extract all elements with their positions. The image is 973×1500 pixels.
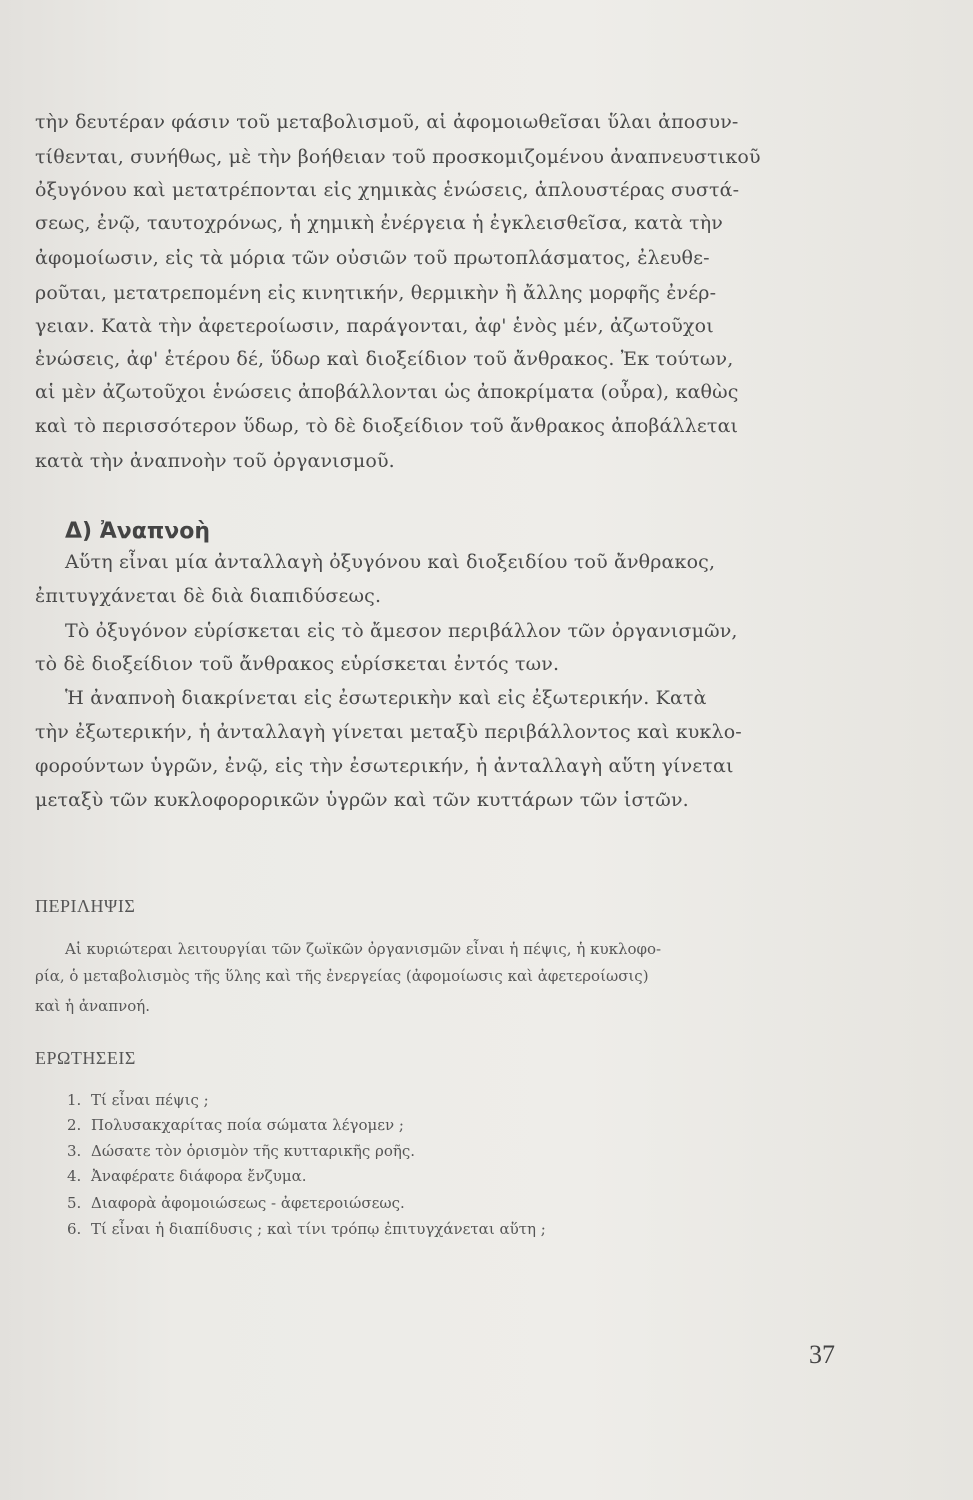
section-heading-respiration: Δ) Ἀναπνοὴ: [65, 519, 211, 544]
text-line: ἑνώσεις, ἀφ' ἑτέρου δέ, ὕδωρ καὶ διοξείδιον τοῦ ἄνθρακος. Ἐκ τούτων,: [35, 348, 734, 370]
text-line: Αἱ κυριώτεραι λειτουργίαι τῶν ζωϊκῶν ὀργανισμῶν εἶναι ἡ πέψις, ἡ κυκλοφο-: [65, 940, 662, 958]
text-line: Ἡ ἀναπνοὴ διακρίνεται εἰς ἐσωτερικὴν καὶ εἰς ἐξωτερικήν. Κατὰ: [65, 687, 707, 709]
question-item: [67, 1166, 307, 1186]
question-number: 6.: [67, 1220, 82, 1238]
text-line: Αὕτη εἶναι μία ἀνταλλαγὴ ὀξυγόνου καὶ διοξειδίου τοῦ ἄνθρακος,: [65, 551, 716, 573]
text-line: αἱ μὲν ἀζωτοῦχοι ἑνώσεις ἀποβάλλονται ὡς ἀποκρίματα (οὖρα), καθὼς: [35, 381, 739, 403]
text-line: τὸ δὲ διοξείδιον τοῦ ἄνθρακος εὑρίσκεται ἐντός των.: [35, 653, 560, 675]
summary-title: ΠΕΡΙΛΗΨΙΣ: [35, 896, 136, 916]
text-line: τὴν ἐξωτερικήν, ἡ ἀνταλλαγὴ γίνεται μεταξὺ περιβάλλοντος καὶ κυκλο-: [35, 721, 742, 743]
question-item: [67, 1219, 546, 1239]
text-line: ρία, ὁ μεταβολισμὸς τῆς ὕλης καὶ τῆς ἐνεργείας (ἀφομοίωσις καὶ ἀφετεροίωσις): [35, 967, 649, 985]
question-item: [67, 1115, 404, 1135]
text-line: καὶ ἡ ἀναπνοή.: [35, 997, 151, 1015]
text-line: φορούντων ὑγρῶν, ἐνῷ, εἰς τὴν ἐσωτερικήν, ἡ ἀνταλλαγὴ αὕτη γίνεται: [35, 755, 734, 777]
question-number: 5.: [67, 1194, 82, 1212]
question-number: 4.: [67, 1167, 82, 1185]
question-item: [67, 1090, 209, 1110]
question-text: Ἀναφέρατε διάφορα ἔνζυμα.: [91, 1167, 307, 1185]
text-line: Τὸ ὀξυγόνον εὑρίσκεται εἰς τὸ ἄμεσον περιβάλλον τῶν ὀργανισμῶν,: [65, 620, 738, 642]
question-number: 1.: [67, 1091, 82, 1109]
text-line: μεταξὺ τῶν κυκλοφορορικῶν ὑγρῶν καὶ τῶν κυττάρων τῶν ἱστῶν.: [35, 789, 689, 811]
text-line: ἀφομοίωσιν, εἰς τὰ μόρια τῶν οὐσιῶν τοῦ πρωτοπλάσματος, ἐλευθε-: [35, 247, 710, 269]
question-item: [67, 1141, 415, 1161]
question-text: Διαφορὰ ἀφομοιώσεως - ἀφετεροιώσεως.: [91, 1194, 405, 1212]
text-line: τὴν δευτέραν φάσιν τοῦ μεταβολισμοῦ, αἱ ἀφομοιωθεῖσαι ὕλαι ἀποσυν-: [35, 111, 739, 133]
question-text: Δώσατε τὸν ὁρισμὸν τῆς κυτταρικῆς ροῆς.: [91, 1142, 416, 1160]
text-line: τίθενται, συνήθως, μὲ τὴν βοήθειαν τοῦ προσκομιζομένου ἀναπνευστικοῦ: [35, 146, 761, 168]
question-item: [67, 1193, 405, 1213]
question-text: Τί εἶναι ἡ διαπίδυσις ; καὶ τίνι τρόπῳ ἐπιτυγχάνεται αὕτη ;: [91, 1220, 546, 1238]
text-line: ἐπιτυγχάνεται δὲ διὰ διαπιδύσεως.: [35, 585, 382, 607]
text-line: καὶ τὸ περισσότερον ὕδωρ, τὸ δὲ διοξείδιον τοῦ ἄνθρακος ἀποβάλλεται: [35, 415, 739, 437]
text-line: ὀξυγόνου καὶ μετατρέπονται εἰς χημικὰς ἑνώσεις, ἁπλουστέρας συστά-: [35, 179, 740, 201]
text-line: κατὰ τὴν ἀναπνοὴν τοῦ ὀργανισμοῦ.: [35, 450, 395, 472]
text-line: γειαν. Κατὰ τὴν ἀφετεροίωσιν, παράγονται, ἀφ' ἑνὸς μέν, ἀζωτοῦχοι: [35, 315, 714, 337]
page-number: 37: [809, 1340, 835, 1369]
question-text: Τί εἶναι πέψις ;: [91, 1091, 209, 1109]
question-text: Πολυσακχαρίτας ποία σώματα λέγομεν ;: [91, 1116, 404, 1134]
questions-title: ΕΡΩΤΗΣΕΙΣ: [35, 1048, 136, 1068]
text-line: ροῦται, μετατρεπομένη εἰς κινητικήν, θερμικὴν ἢ ἄλλης μορφῆς ἐνέρ-: [35, 282, 717, 304]
text-line: σεως, ἐνῷ, ταυτοχρόνως, ἡ χημικὴ ἐνέργεια ἡ ἐγκλεισθεῖσα, κατὰ τὴν: [35, 212, 723, 234]
question-number: 2.: [67, 1116, 82, 1134]
question-number: 3.: [67, 1142, 82, 1160]
